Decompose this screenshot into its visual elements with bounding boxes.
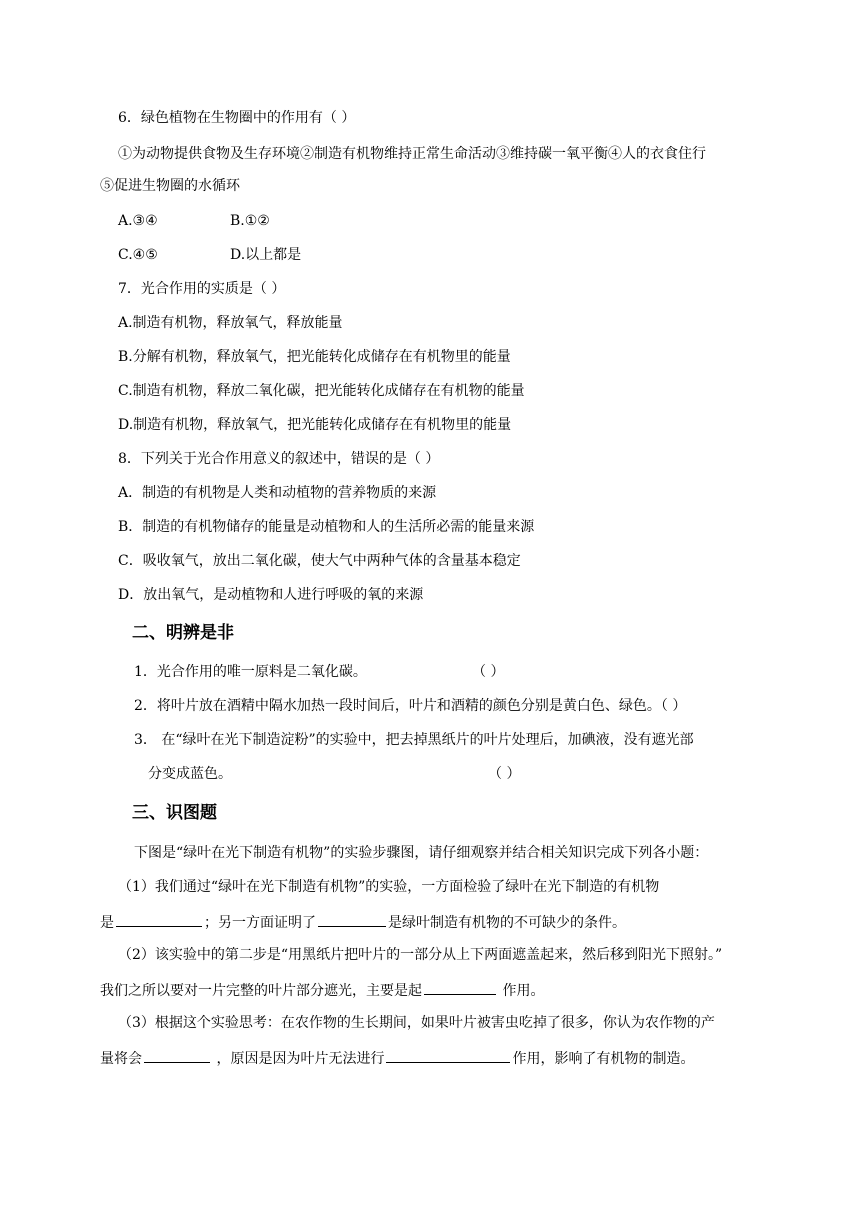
answer-blank-3[interactable] — [424, 979, 496, 995]
tf-statement-3-line1: 3． 在“绿叶在光下制造淀粉”的实验中，把去掉黑纸片的叶片处理后，加碘液，没有遮光部 — [134, 732, 694, 748]
q1-line2 — [100, 911, 626, 933]
q6-stem: 6．绿色植物在生物圈中的作用有（ ） — [118, 110, 356, 126]
q6-items-line2: ⑤促进生物圈的水循环 — [100, 178, 240, 194]
q7-option-a: A.制造有机物，释放氧气，释放能量 — [118, 315, 343, 331]
q6-option-b: B.①② — [230, 213, 270, 229]
q2-text-b: 作用。 — [502, 983, 545, 999]
q3-text-b: ，原因是因为叶片无法进行 — [216, 1051, 385, 1067]
section3-heading: 三、识图题 — [132, 803, 217, 823]
q1-line1: （1）我们通过“绿叶在光下制造有机物”的实验，一方面检验了绿叶在光下制造的有机物 — [118, 879, 660, 895]
q7-option-b: B.分解有机物，释放氧气，把光能转化成储存在有机物里的能量 — [118, 349, 511, 365]
tf-answer-paren-1: （ ） — [472, 664, 505, 680]
answer-blank-4[interactable] — [144, 1047, 210, 1063]
q3-text-c: 作用，影响了有机物的制造。 — [512, 1051, 695, 1067]
q2-line1: （2）该实验中的第二步是“用黑纸片把叶片的一部分从上下两面遮盖起来，然后移到阳光下照射。” — [118, 947, 723, 963]
q3-line2 — [100, 1047, 694, 1069]
q3-text-a: 量将会 — [100, 1051, 142, 1067]
q8-option-a: A．制造的有机物是人类和动植物的营养物质的来源 — [118, 485, 437, 501]
q7-option-c: C.制造有机物，释放二氧化碳，把光能转化成储存在有机物的能量 — [118, 383, 525, 399]
q6-items-line1: ①为动物提供食物及生存环境②制造有机物维持正常生命活动③维持碳一氧平衡④人的衣食住行 — [118, 146, 706, 162]
q7-stem: 7．光合作用的实质是（ ） — [118, 281, 286, 297]
q6-option-d: D.以上都是 — [230, 247, 302, 263]
q1-text-c: 是绿叶制造有机物的不可缺少的条件。 — [388, 915, 626, 931]
section3-intro: 下图是“绿叶在光下制造有机物”的实验步骤图，请仔细观察并结合相关知识完成下列各小题： — [134, 845, 709, 861]
section2-heading: 二、明辨是非 — [132, 623, 234, 643]
q8-option-c: C．吸收氧气，放出二氧化碳，使大气中两种气体的含量基本稳定 — [118, 553, 521, 569]
tf-statement-2: 2．将叶片放在酒精中隔水加热一段时间后，叶片和酒精的颜色分别是黄白色、绿色。（ ） — [134, 698, 687, 714]
answer-blank-5[interactable] — [386, 1047, 510, 1063]
tf-statement-3-line2: 分变成蓝色。 — [148, 766, 232, 782]
q8-option-d: D．放出氧气，是动植物和人进行呼吸的氧的来源 — [118, 587, 424, 603]
q8-stem: 8．下列关于光合作用意义的叙述中，错误的是（ ） — [118, 451, 440, 467]
answer-blank-2[interactable] — [318, 911, 386, 927]
q6-option-c: C.④⑤ — [118, 247, 158, 263]
q7-option-d: D.制造有机物，释放氧气，把光能转化成储存在有机物里的能量 — [118, 417, 512, 433]
tf-statement-1: 1．光合作用的唯一原料是二氧化碳。 — [134, 664, 367, 680]
q1-text-a: 是 — [100, 915, 114, 931]
tf-answer-paren-3: （ ） — [488, 766, 521, 782]
answer-blank-1[interactable] — [116, 911, 202, 927]
q3-line1: （3）根据这个实验思考：在农作物的生长期间，如果叶片被害虫吃掉了很多，你认为农作物的产 — [118, 1015, 715, 1031]
q8-option-b: B．制造的有机物储存的能量是动植物和人的生活所必需的能量来源 — [118, 519, 535, 535]
q2-text-a: 我们之所以要对一片完整的叶片部分遮光，主要是起 — [100, 983, 422, 999]
q6-option-a: A.③④ — [118, 213, 158, 229]
q2-line2 — [100, 979, 544, 1001]
q1-text-b: ；另一方面证明了 — [204, 915, 316, 931]
